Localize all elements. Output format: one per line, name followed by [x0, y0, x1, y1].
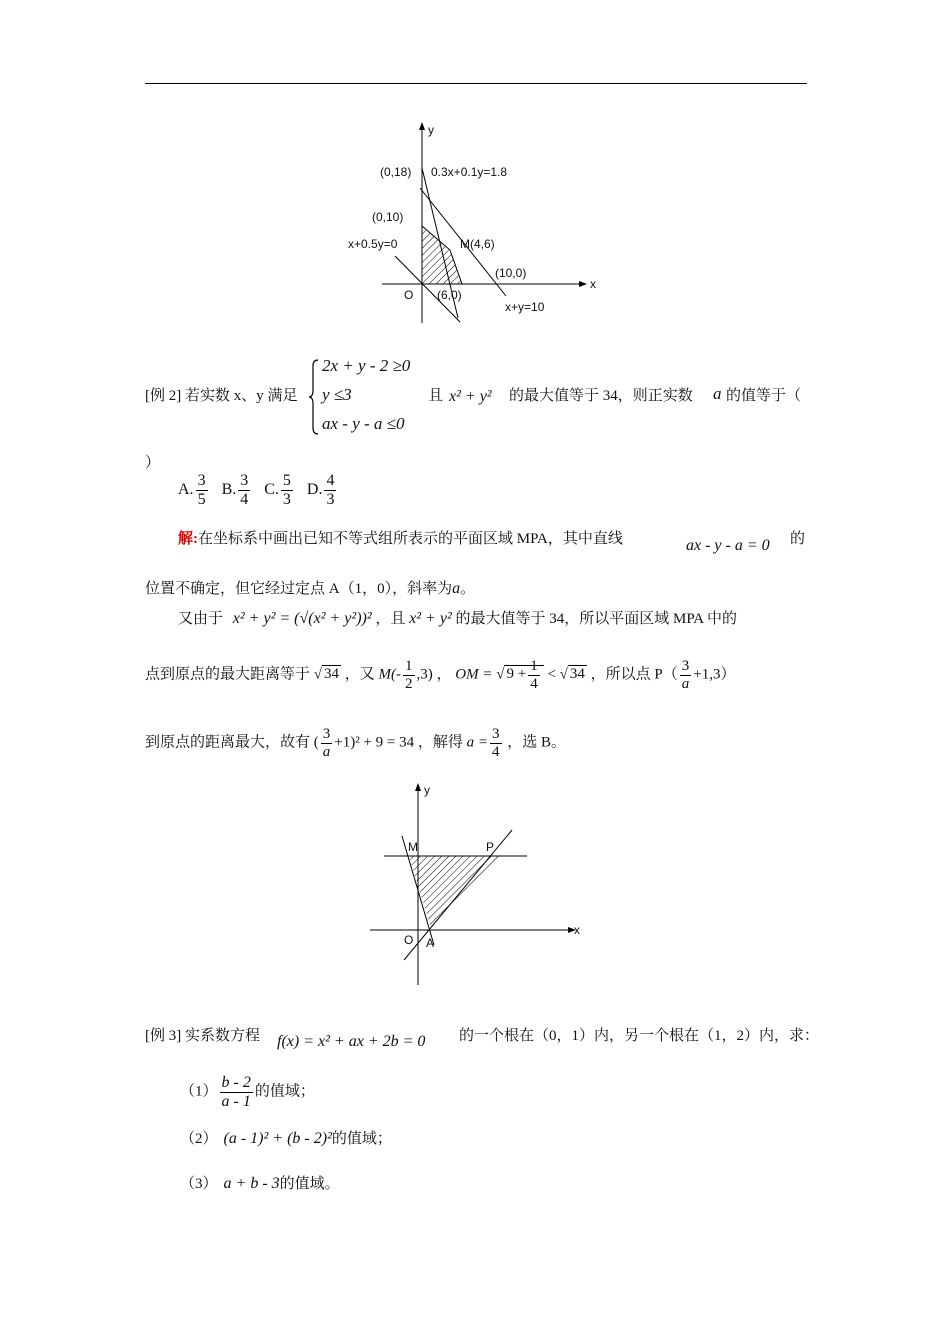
fig1-line2-label: x+0.5y=0 [348, 237, 398, 251]
fig2-y-label: y [424, 783, 430, 797]
question-1: （1） $\frac{b - 2}{a - 1}$ 的值域； [180, 1074, 315, 1110]
solution-line-2: 位置不确定，但它经过定点 A（1，0），斜率为a。 [145, 580, 476, 597]
example-2-tail: 的值等于（ [726, 388, 802, 404]
option-c[interactable]: C. $\frac{5}{3}$ [264, 472, 291, 508]
example-3-prefix: [例 3] 实系数方程 [145, 1028, 260, 1044]
solution-line-5: 到原点的距离最大，故有 ( $\frac{3}{a}$ +1)² + 9 = 34 ，解得 a = $\frac{3}{4}$ ，选 B。 [145, 726, 567, 760]
example-2-close-paren: ） [145, 455, 161, 471]
option-b[interactable]: B. $\frac{3}{4}$ [221, 472, 249, 508]
option-a[interactable]: A. $\frac{3}{5}$ [178, 472, 206, 508]
fig1-point-10-0: (10,0) [495, 266, 527, 280]
fig1-line1-label: 0.3x+0.1y=1.8 [431, 165, 508, 179]
fig1-y-label: y [428, 123, 434, 137]
fig1-point-0-10: (0,10) [372, 210, 404, 224]
feasible-region-mpa [409, 856, 502, 925]
example-2-prefix: [例 2] 若实数 x、y 满足 [145, 388, 298, 404]
left-brace-icon [308, 358, 320, 436]
example-3-tail: 的一个根在（0，1）内，另一个根在（1，2）内，求： [459, 1028, 820, 1044]
solution-line-4: 点到原点的最大距离等于 √ 34 ，又 M(- $\frac{1}{2}$ ,3) ， OM = √ 9 + $\frac{1}{4}$ < √ 34 ，所以点 P（ $\frac{3}{a}$ +1,3） [145, 658, 736, 692]
y-axis-arrow-icon [419, 122, 425, 130]
header-rule [145, 83, 807, 84]
inequality-system [308, 356, 418, 438]
fig2-point-P: P [486, 840, 495, 854]
fig2-origin-label: O [404, 933, 414, 947]
inequality-3: ax - y - a ≤0 [322, 414, 405, 433]
fig1-x-label: x [590, 277, 596, 291]
feasible-region [422, 226, 462, 284]
example-2-xsq: x² + y² [449, 388, 492, 405]
fig1-point-M: M(4,6) [460, 237, 495, 251]
fig1-origin-label: O [404, 288, 414, 302]
y-axis-arrow-icon [415, 783, 421, 791]
solution-line-1: 解:在坐标系中画出已知不等式组所表示的平面区域 MPA，其中直线 [178, 531, 623, 547]
inequality-1: 2x + y - 2 ≥0 [322, 356, 411, 375]
answer-options [178, 472, 338, 508]
question-2: （2） (a - 1)² + (b - 2)²的值域； [180, 1130, 392, 1147]
solution-line-1-end: 的 [790, 531, 806, 547]
example-2-and: 且 [428, 388, 444, 404]
option-d[interactable]: D. $\frac{4}{3}$ [306, 472, 335, 508]
fig2-point-A: A [426, 936, 435, 950]
solution-label: 解: [178, 531, 198, 547]
fig2-point-M: M [408, 840, 418, 854]
fig1-line3-label: x+y=10 [505, 300, 545, 314]
example-3-equation: f(x) = x² + ax + 2b = 0 [277, 1033, 426, 1050]
x-axis-arrow-icon [579, 281, 587, 287]
inequality-2: y ≤3 [322, 385, 352, 404]
figure-1-graph [340, 118, 610, 328]
example-2-mid: 的最大值等于 34，则正实数 [509, 388, 693, 404]
example-2-a: a [713, 384, 722, 403]
solution-line-3: 又由于 x² + y² = (√(x² + y²))² ，且 x² + y² 的最大值等于 34，所以平面区域 MPA 中的 [178, 610, 738, 627]
figure-2-graph [362, 780, 592, 990]
fig1-point-6-0: (6,0) [437, 288, 462, 302]
question-3: （3） a + b - 3的值域。 [180, 1175, 340, 1192]
fig1-point-0-18: (0,18) [380, 165, 412, 179]
line-ax-y-a [404, 830, 512, 960]
solution-line-1-math: ax - y - a = 0 [686, 537, 770, 554]
fig2-x-label: x [574, 923, 580, 937]
